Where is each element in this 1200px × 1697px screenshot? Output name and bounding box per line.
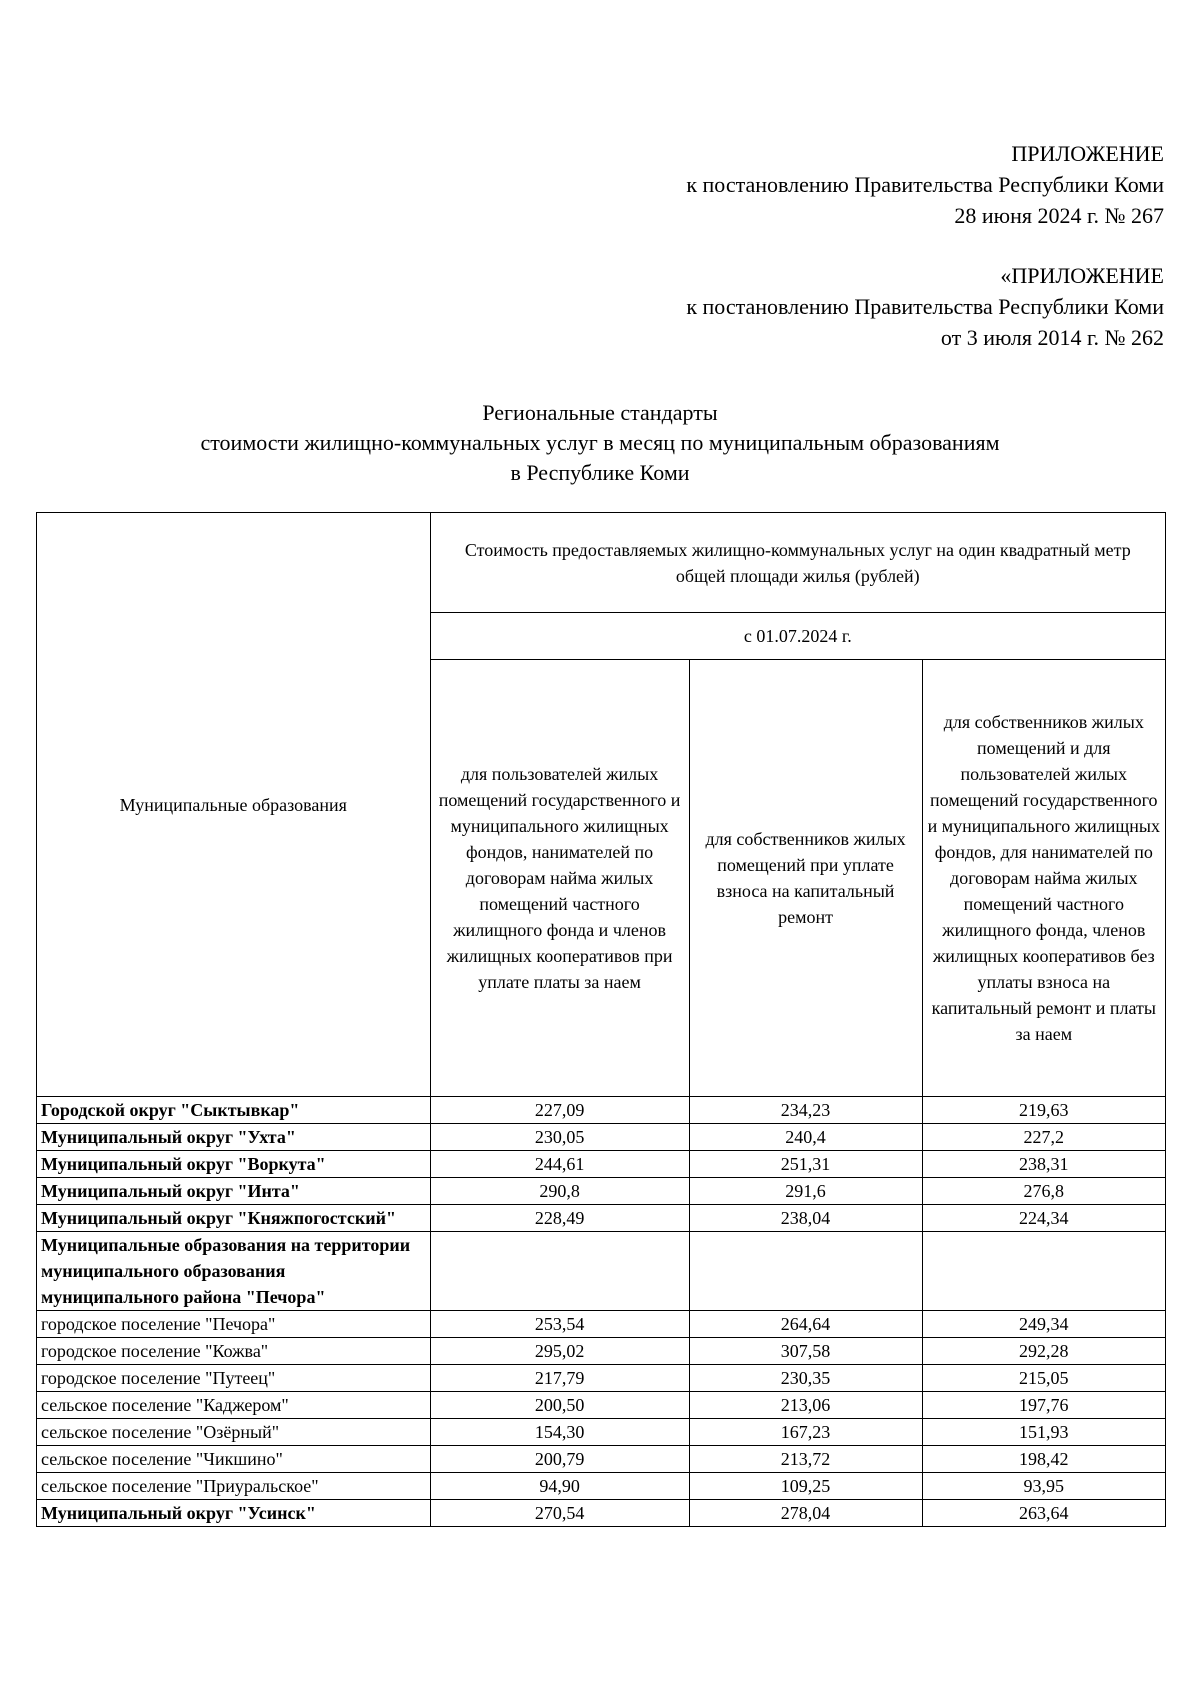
row-value-col2: 251,31: [689, 1151, 922, 1178]
document-title: [0, 398, 1200, 488]
row-value-col3: 219,63: [922, 1097, 1165, 1124]
table-row: [37, 1097, 1166, 1124]
row-value-col3: 276,8: [922, 1178, 1165, 1205]
appendix-resolution: к постановлению Правительства Республики Коми: [686, 172, 1164, 197]
row-name: Муниципальный округ "Княжпогостский": [37, 1205, 431, 1232]
row-value-col3: 151,93: [922, 1419, 1165, 1446]
row-value-col3: 93,95: [922, 1473, 1165, 1500]
row-value-col2: 238,04: [689, 1205, 922, 1232]
row-value-col2: 264,64: [689, 1311, 922, 1338]
row-value-col2: 278,04: [689, 1500, 922, 1527]
table-row: [37, 1338, 1166, 1365]
row-value-col2: 307,58: [689, 1338, 922, 1365]
row-value-col3: 263,64: [922, 1500, 1165, 1527]
row-value-col3: 227,2: [922, 1124, 1165, 1151]
appendix-header: [686, 138, 1164, 231]
table-row: [37, 1124, 1166, 1151]
row-value-col1: 295,02: [430, 1338, 689, 1365]
appendix-date-number: 28 июня 2024 г. № 267: [954, 203, 1164, 228]
table-row: [37, 1500, 1166, 1527]
row-value-col1: 244,61: [430, 1151, 689, 1178]
row-value-col1: 217,79: [430, 1365, 689, 1392]
document-title-line2: стоимости жилищно-коммунальных услуг в месяц по муниципальным образованиям: [200, 430, 1000, 455]
row-value-col1: 290,8: [430, 1178, 689, 1205]
table-row: [37, 1419, 1166, 1446]
table-row: [37, 1446, 1166, 1473]
row-value-col1: 227,09: [430, 1097, 689, 1124]
row-name: сельское поселение "Каджером": [37, 1392, 431, 1419]
row-value-col2: 291,6: [689, 1178, 922, 1205]
row-name: Муниципальные образования на территории муниципального образования муниципального района "Печора": [37, 1232, 431, 1311]
row-value-col2: 213,06: [689, 1392, 922, 1419]
table-row: [37, 1205, 1166, 1232]
row-name: Городской округ "Сыктывкар": [37, 1097, 431, 1124]
document-title-line1: Региональные стандарты: [482, 400, 718, 425]
row-value-col3: 215,05: [922, 1365, 1165, 1392]
row-value-col2: 109,25: [689, 1473, 922, 1500]
row-value-col3: 238,31: [922, 1151, 1165, 1178]
row-value-col1: 253,54: [430, 1311, 689, 1338]
row-name: Муниципальный округ "Инта": [37, 1178, 431, 1205]
original-appendix-date-number: от 3 июля 2014 г. № 262: [940, 325, 1164, 350]
table-row: [37, 1392, 1166, 1419]
row-value-col1: 270,54: [430, 1500, 689, 1527]
row-value-col2: 167,23: [689, 1419, 922, 1446]
row-name: Муниципальный округ "Ухта": [37, 1124, 431, 1151]
row-value-col3: 197,76: [922, 1392, 1165, 1419]
row-value-col2: 213,72: [689, 1446, 922, 1473]
table-row: [37, 1232, 1166, 1311]
header-col2: для собственников жилых помещений при уплате взноса на капитальный ремонт: [689, 660, 922, 1097]
row-value-col2: 230,35: [689, 1365, 922, 1392]
table-row: [37, 1311, 1166, 1338]
table-row: [37, 1365, 1166, 1392]
header-cost: Стоимость предоставляемых жилищно-коммунальных услуг на один квадратный метр общей площади жилья (рублей): [430, 513, 1165, 613]
row-name: сельское поселение "Чикшино": [37, 1446, 431, 1473]
header-municipalities: Муниципальные образования: [37, 513, 431, 1097]
row-value-col1: 230,05: [430, 1124, 689, 1151]
header-date: с 01.07.2024 г.: [430, 613, 1165, 660]
row-value-col3: 224,34: [922, 1205, 1165, 1232]
row-value-col2: [689, 1232, 922, 1311]
row-value-col1: 200,79: [430, 1446, 689, 1473]
row-value-col2: 240,4: [689, 1124, 922, 1151]
appendix-title: ПРИЛОЖЕНИЕ: [1011, 141, 1164, 166]
row-value-col3: 292,28: [922, 1338, 1165, 1365]
row-value-col1: 228,49: [430, 1205, 689, 1232]
row-value-col1: 200,50: [430, 1392, 689, 1419]
table-row: [37, 1151, 1166, 1178]
row-value-col1: [430, 1232, 689, 1311]
document-title-line3: в Республике Коми: [510, 460, 690, 485]
table-row: [37, 1178, 1166, 1205]
row-value-col1: 154,30: [430, 1419, 689, 1446]
original-appendix-header: [686, 260, 1164, 353]
row-value-col3: 198,42: [922, 1446, 1165, 1473]
row-name: городское поселение "Кожва": [37, 1338, 431, 1365]
header-col1: для пользователей жилых помещений государственного и муниципального жилищных фондов, нанимателей по договорам найма жилых помещений частного жилищного фонда и членов жилищных кооперативов при уплате платы за наем: [430, 660, 689, 1097]
row-value-col3: [922, 1232, 1165, 1311]
original-appendix-resolution: к постановлению Правительства Республики Коми: [686, 294, 1164, 319]
standards-table: [36, 512, 1166, 1527]
row-name: Муниципальный округ "Усинск": [37, 1500, 431, 1527]
row-value-col2: 234,23: [689, 1097, 922, 1124]
row-name: городское поселение "Путеец": [37, 1365, 431, 1392]
row-value-col1: 94,90: [430, 1473, 689, 1500]
row-name: сельское поселение "Приуральское": [37, 1473, 431, 1500]
row-value-col3: 249,34: [922, 1311, 1165, 1338]
row-name: сельское поселение "Озёрный": [37, 1419, 431, 1446]
row-name: Муниципальный округ "Воркута": [37, 1151, 431, 1178]
table-row: [37, 1473, 1166, 1500]
row-name: городское поселение "Печора": [37, 1311, 431, 1338]
original-appendix-title: «ПРИЛОЖЕНИЕ: [1000, 263, 1164, 288]
header-col3: для собственников жилых помещений и для пользователей жилых помещений государственного и муниципального жилищных фондов, для нанимателей по договорам найма жилых помещений частного жилищного фонда, членов жилищных кооперативов без уплаты взноса на капитальный ремонт и платы за наем: [922, 660, 1165, 1097]
